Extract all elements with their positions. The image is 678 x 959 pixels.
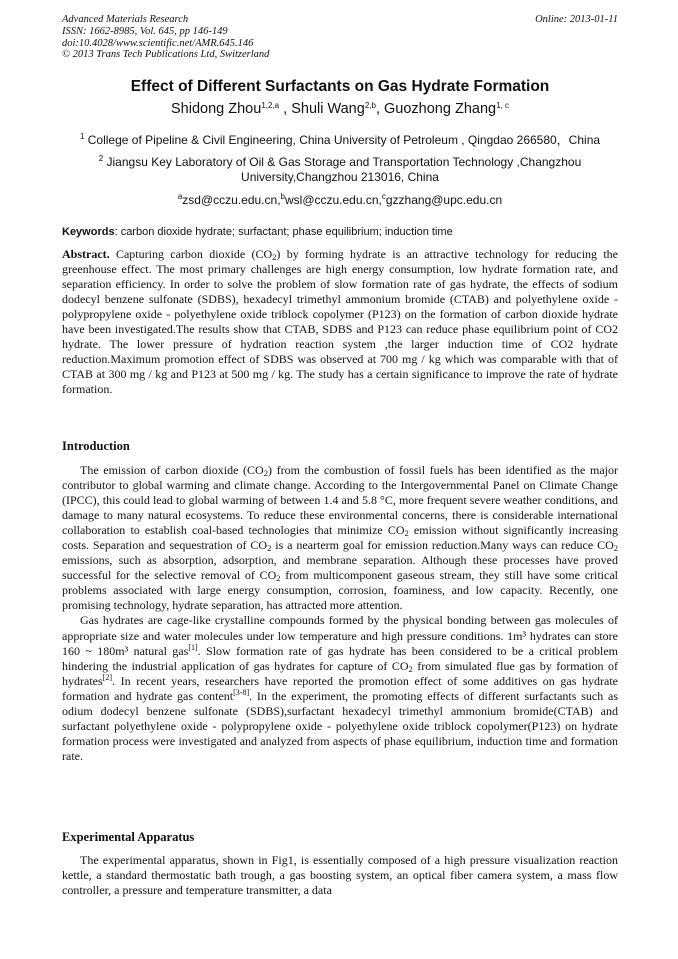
abstract-text: Capturing carbon dioxide (CO [109, 247, 273, 261]
abstract-section [62, 247, 618, 397]
affiliation-sup: 2 [98, 154, 104, 163]
citation: [2] [102, 672, 112, 682]
subscript: 2 [408, 663, 413, 674]
copyright-line: © 2013 Trans Tech Publications Ltd, Switzerland [62, 49, 270, 61]
email-sup: b [280, 192, 285, 201]
email-sup: a [177, 192, 183, 201]
affiliation-1 [62, 133, 618, 148]
text-run: emission without significantly increasing costs. Separation and sequestration of CO [62, 523, 618, 553]
affiliation-text: College of Pipeline & Civil Engineering, China University of Petroleum , Qingdao 266580，China [87, 133, 601, 147]
abstract-label: Abstract. [62, 247, 110, 261]
text-run: is a nearterm goal for emission reduction.Many ways can reduce CO [271, 538, 614, 553]
introduction-paragraph-1 [62, 463, 618, 613]
experimental-section [62, 853, 618, 898]
email-line [62, 193, 618, 208]
abstract-text: ) by forming hydrate is an attractive technology for reducing the greenhouse effect. The most primary challenges are high energy consumption, low hydrate formation rate, and separation efficiency. In order to solve the problem of slow formation rate of gas hydrate, the effects of sodium dodecyl benzene sulfonate (SDBS), hexadecyl trimethyl ammonium bromide (CTAB) and polyethylene oxide - polypropylene oxide - polyethylene oxide triblock copolymer (P123) on the formation of carbon dioxide hydrate have been investigated.The results show that CTAB, SDBS and P123 can reduce phase equilibrium point of CO2 hydrate. The lower pressure of hydration reaction system ,the larger induction time of CO2 hydrate reduction.Maximum promotion effect of SDBS was observed at 700 mg / kg which was comparable with that of CTAB at 300 mg / kg and P123 at 500 mg / kg. The study has a certain significance to improve the rate of hydrate formation. [62, 247, 618, 397]
text-run: emissions, such as absorption, adsorption, and membrane separation. Although these processes have proved successful for the selective removal of CO [62, 553, 618, 583]
introduction-paragraph-2 [62, 613, 618, 763]
affiliation-text: Jiangsu Key Laboratory of Oil & Gas Storage and Transportation Technology ,Changzhou University,Changzhou 213016, China [106, 155, 582, 184]
text-run: Gas hydrates are cage-like crystalline compounds formed by the physical bonding between gas molecules of appropriate size and water molecules under low temperature and high pressure conditions. 1m³ hydrates can store 160 ~ 180m³ natural gas [62, 613, 618, 658]
doi-line: doi:10.4028/www.scientific.net/AMR.645.146 [62, 37, 254, 49]
text-run: . In recent years, researchers have reported the promotion effect of some additives on gas hydrate formation and hydrate gas content [62, 673, 618, 703]
text-run: The emission of carbon dioxide (CO [80, 463, 264, 477]
affiliation-2 [62, 155, 618, 185]
author-sup: 1,2,a [261, 101, 280, 110]
citation: [1] [188, 642, 198, 652]
text-run: . In the experiment, the promoting effects of different surfactants such as odium dodecyl benzene sulfonate (SDBS),surfactant hexadecyl trimethyl ammonium bromide(CTAB) and surfactant polyethylene oxide - polypropylene oxide - polyethylene oxide triblock copolymer(P123) on hydrate formation process were investigated and analyzed from aspects of phase equilibrium, induction time and formation rate. [62, 688, 619, 763]
subscript: 2 [267, 543, 272, 554]
affiliation-sup: 1 [79, 132, 85, 141]
email-address: zsd@cczu.edu.cn, [182, 193, 281, 207]
subscript: 2 [263, 468, 268, 478]
subscript: 2 [276, 573, 281, 584]
online-date: Online: 2013-01-11 [535, 14, 618, 25]
author-sup: 2,b [364, 101, 376, 110]
subscript: 2 [272, 252, 277, 262]
email-address: gzzhang@upc.edu.cn [385, 193, 503, 207]
paper-title: Effect of Different Surfactants on Gas Hydrate Formation [130, 78, 550, 95]
text-run: ) from the combustion of fossil fuels has been identified as the major contributor to global warming and climate change. According to the Intergovernmental Panel on Climate Change (IPCC), this could lead to global warming of between 1.4 and 5.8 °C, more frequent severe weather conditions, and damage to many natural ecosystems. To reduce these environmental concerns, there is considerable international collaboration to establish coal-based technologies that minimize CO [62, 463, 618, 538]
experimental-heading: Experimental Apparatus [62, 830, 195, 844]
introduction-heading: Introduction [62, 439, 130, 453]
email-sup: c [381, 192, 386, 201]
journal-name: Advanced Materials Research [62, 14, 189, 25]
author-list [62, 101, 618, 117]
author-sep: , [279, 101, 292, 117]
experimental-paragraph-1: The experimental apparatus, shown in Fig1, is essentially composed of a high pressure visualization reaction kettle, a standard thermostatic bath trough, a gas boosting system, an optical fiber camera system, a mass flow controller, a pressure and temperature transmitter, a data [62, 853, 618, 898]
author-name: Shidong Zhou [171, 101, 262, 117]
subscript: 2 [613, 543, 619, 554]
introduction-section [62, 463, 618, 764]
abstract-paragraph [62, 247, 618, 397]
keywords-text: : carbon dioxide hydrate; surfactant; phase equilibrium; induction time [114, 226, 453, 238]
text-run: from simulated flue gas by formation of hydrates [62, 658, 618, 688]
citation: [3-8] [233, 687, 250, 697]
email-address: wsl@cczu.edu.cn, [284, 193, 382, 207]
keywords-line [62, 226, 618, 238]
author-sup: 1, c [496, 101, 509, 110]
author-name: Shuli Wang [291, 101, 365, 117]
author-sep: , [375, 101, 385, 117]
text-run: . Slow formation rate of gas hydrate has been considered to be a critical problem hindering the industrial application of gas hydrates for capture of CO [62, 643, 618, 673]
journal-header [62, 14, 618, 61]
issn-line: ISSN: 1662-8985, Vol. 645, pp 146-149 [62, 25, 228, 37]
subscript: 2 [404, 528, 409, 539]
author-name: Guozhong Zhang [384, 101, 497, 117]
keywords-label: Keywords [62, 226, 115, 238]
text-run: from multicomponent gaseous stream, they still have some critical problems associated with large energy consumption, corrosion, foaminess, and low capacity. Recently, one promising technology, hydrate separation, has attracted more attention. [62, 568, 619, 613]
